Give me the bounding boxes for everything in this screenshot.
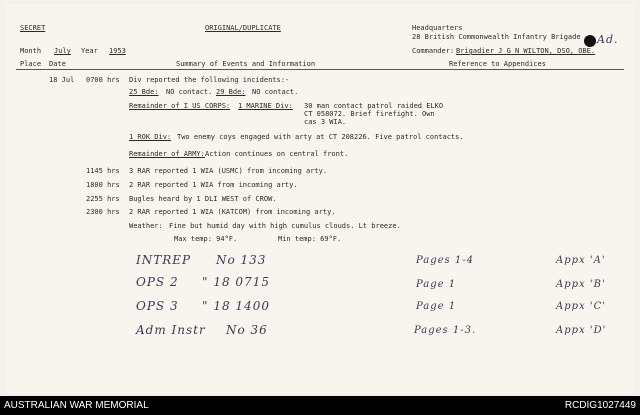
label-remainder-corps: Remainder of I US CORPS:	[129, 102, 231, 110]
label-rok-div: 1 ROK Div:	[129, 133, 172, 141]
handwritten-pages: Pages 1-4	[416, 255, 474, 266]
handwritten-pages: Page 1	[416, 301, 457, 312]
entry-line-div-reported: Div reported the following incidents:-	[129, 76, 290, 84]
handwritten-number: " 18 0715	[202, 275, 270, 289]
text-marine-div-3: cas 3 WIA.	[304, 118, 347, 126]
month-value: July	[54, 47, 71, 55]
label-25-bde: 25 Bde:	[129, 88, 159, 96]
archive-name: AUSTRALIAN WAR MEMORIAL	[4, 400, 149, 411]
handwritten-appendix: Appx 'B'	[556, 279, 606, 290]
min-temp: Min temp: 69°F.	[278, 235, 342, 243]
time-2300: 2300 hrs	[86, 208, 120, 216]
date-column-header: Date	[49, 60, 66, 68]
time-1800: 1800 hrs	[86, 181, 120, 189]
year-label: Year	[81, 47, 98, 55]
label-remainder-army: Remainder of ARMY:	[129, 150, 205, 158]
event-1800: 2 RAR reported 1 WIA from incoming arty.	[129, 181, 298, 189]
header-rule	[16, 69, 624, 70]
handwritten-number: " 18 1400	[202, 299, 270, 313]
text-remainder-army: Action continues on central front.	[205, 150, 349, 158]
war-diary-page	[6, 4, 634, 394]
event-2300: 2 RAR reported 1 WIA (KATCOM) from incoming arty.	[129, 208, 336, 216]
month-label: Month	[20, 47, 42, 55]
label-29-bde: 29 Bde:	[216, 88, 246, 96]
time-1145: 1145 hrs	[86, 167, 120, 175]
archive-footer-bar	[0, 396, 640, 415]
signature-mark: Ad.	[597, 33, 619, 46]
handwritten-pages: Page 1	[416, 279, 457, 290]
handwritten-appendix: Appx 'C'	[556, 301, 606, 312]
handwritten-number: No 133	[216, 253, 267, 267]
event-2255: Bugles heard by 1 DLI WEST of CROW.	[129, 195, 277, 203]
ink-stamp-dot	[584, 35, 596, 47]
label-marine-div: 1 MARINE Div:	[238, 102, 293, 110]
time-2255: 2255 hrs	[86, 195, 120, 203]
classification-label: SECRET	[20, 24, 46, 32]
commander-name: Brigadier J G N WILTON, DSO, OBE.	[456, 47, 596, 55]
handwritten-appendix: Appx 'A'	[556, 255, 606, 266]
entry-date: 18 Jul	[49, 76, 75, 84]
text-25-bde: NO contact.	[166, 88, 213, 96]
weather-text: Fine but humid day with high cumulus clouds. Lt breeze.	[169, 222, 401, 230]
handwritten-pages: Pages 1-3.	[414, 325, 477, 336]
handwritten-item: INTREP	[136, 253, 192, 267]
hq-label: Headquarters	[412, 24, 463, 32]
handwritten-item: OPS 3	[136, 299, 179, 313]
handwritten-appendix: Appx 'D'	[556, 325, 607, 336]
place-column-header: Place	[20, 60, 42, 68]
max-temp: Max temp: 94°F.	[174, 235, 238, 243]
year-value: 1953	[109, 47, 126, 55]
summary-column-header: Summary of Events and Information	[176, 60, 316, 68]
handwritten-number: No 36	[226, 323, 268, 337]
commander-label: Commander:	[412, 47, 455, 55]
text-marine-div-2: CT 058072. Brief firefight. Own	[304, 110, 435, 118]
appendices-column-header: Reference to Appendices	[449, 60, 546, 68]
text-29-bde: NO contact.	[252, 88, 299, 96]
weather-label: Weather:	[129, 222, 163, 230]
text-marine-div-1: 30 man contact patrol raided ELKO	[304, 102, 444, 110]
archive-id: RCDIG1027449	[564, 400, 636, 411]
brigade-name: 28 British Commonwealth Infantry Brigade	[412, 33, 581, 41]
original-duplicate-label: ORIGINAL/DUPLICATE	[205, 24, 281, 32]
time-0700: 0700 hrs	[86, 76, 120, 84]
text-rok-div: Two enemy coys engaged with arty at CT 208226. Five patrol contacts.	[177, 133, 464, 141]
handwritten-item: OPS 2	[136, 275, 179, 289]
handwritten-item: Adm Instr	[136, 323, 206, 337]
event-1145: 3 RAR reported 1 WIA (USMC) from incoming arty.	[129, 167, 328, 175]
